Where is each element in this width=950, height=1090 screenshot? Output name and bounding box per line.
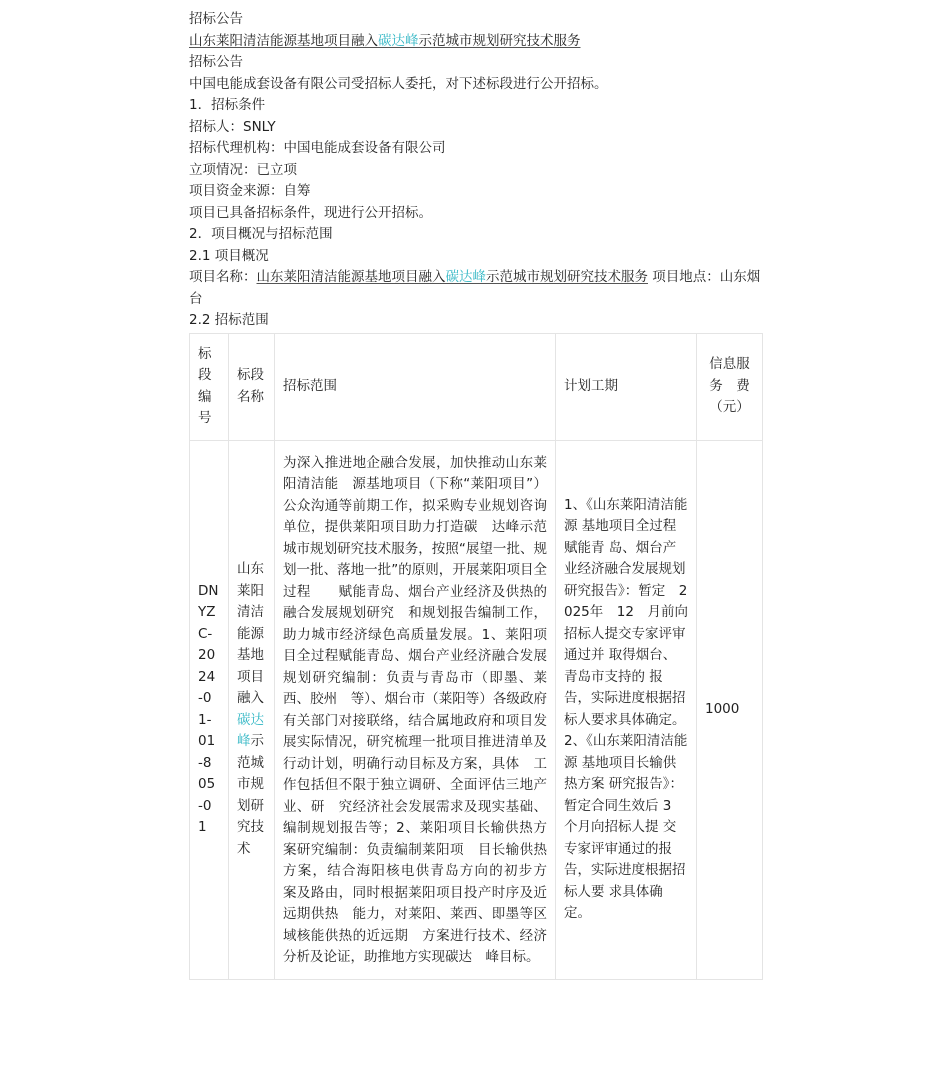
cell-name-highlight: 碳达峰 [237,711,264,749]
bid-scope-table [189,333,763,980]
header-scope: 招标范围 [275,333,556,440]
header-fee: 信息服务 费（元） [697,333,763,440]
funding-line: 项目资金来源：自筹 [189,183,311,199]
heading-primary: 招标公告 [189,11,243,27]
section2-title: 2．项目概况与招标范围 [189,226,333,242]
title-link-before[interactable]: 山东莱阳清洁能源基地项目融入 [189,32,378,49]
ready-line: 项目已具备招标条件，现进行公开招标。 [189,204,432,221]
cell-name [229,440,275,979]
project-link-before[interactable]: 山东莱阳清洁能源基地项目融入 [256,269,446,285]
cell-period: 1、《山东莱阳清洁能源 基地项目全过程赋能青 岛、烟台产业经济融合发展规划研究报告》：暂定 2025年 12 月前向招标人提交专家评审通过并 取得烟台、青岛市支持的 报告，实际进度根据招标人要求具体确定。2、《山东莱阳清洁能源 基地项目长输供热方案 研究报告》：暂定合同生效后 3 个月向招标人提 交专家评审通过的报告，实际进度根据招标人要 求具体确定。 [556,440,697,979]
project-name-link[interactable] [257,269,649,285]
intro-text: 中国电能成套设备有限公司受招标人委托，对下述标段进行公开招标。 [189,75,608,92]
cell-name-before: 山东莱阳清洁能源基地项目融入 [237,561,264,706]
section2-sub1: 2.1 项目概况 [189,247,269,264]
title-link-highlight[interactable]: 碳达峰 [378,32,419,49]
tenderer-line: 招标人：SNLY [189,118,276,135]
section1-title: 1．招标条件 [189,97,266,113]
table-row [190,440,763,979]
cell-name-after: 示范城市规划研究技术 [237,733,264,857]
section2-sub2: 2.2 招标范围 [189,312,269,328]
approval-line: 立项情况：已立项 [189,161,297,178]
header-code: 标段编号 [190,333,229,440]
heading-secondary: 招标公告 [189,54,243,70]
title-link[interactable] [189,31,763,53]
header-period: 计划工期 [556,333,697,440]
project-name-label: 项目名称： [189,269,257,285]
header-name: 标段名称 [229,333,275,440]
project-link-after[interactable]: 示范城市规划研究技术服务 [486,269,648,285]
title-link-after[interactable]: 示范城市规划研究技术服务 [418,32,581,49]
cell-scope: 为深入推进地企融合发展，加快推动山东莱阳清洁能 源基地项目（下称“莱阳项目”）公众沟通等前期工作，拟采购专业规划咨询单位，提供莱阳项目助力打造碳 达峰示范城市规划研究技术服务，按照“展望一批、规划一批、落地一批”的原则，开展莱阳项目全过程 赋能青岛、烟台产业经济及供热的融合发展规划研究 和规划报告编制工作，助力城市经济绿色高质量发展。1、莱阳项目全过程赋能青岛、烟台产业经济融合发展 规划研究编制：负责与青岛市（即墨、莱西、胶州 等）、烟台市（莱阳等）各级政府有关部门对接联络，结合属地政府和项目发展实际情况，研究梳理一批项目推进清单及行动计划，明确行动目标及方案，具体 工作包括但不限于独立调研、全面评估三地产业、研 究经济社会发展需求及现实基础、编制规划报告等；2、莱阳项目长输供热方案研究编制：负责编制莱阳项 目长输供热方案，结合海阳核电供青岛方向的初步方 案及路由，同时根据莱阳项目投产时序及近远期供热 能力，对莱阳、莱西、即墨等区域核能供热的近远期 方案进行技术、经济分析及论证，助推地方实现碳达 峰目标。 [275,440,556,979]
project-name-line [189,267,763,310]
project-location: 项目地点：山东烟台 [189,269,761,307]
cell-code: DNYZC-2024-01-01-805-01 [190,440,229,979]
project-link-highlight[interactable]: 碳达峰 [445,269,486,285]
agency-line: 招标代理机构：中国电能成套设备有限公司 [189,140,446,156]
cell-fee: 1000 [697,440,763,979]
announcement [189,9,763,980]
table-header-row [190,333,763,440]
